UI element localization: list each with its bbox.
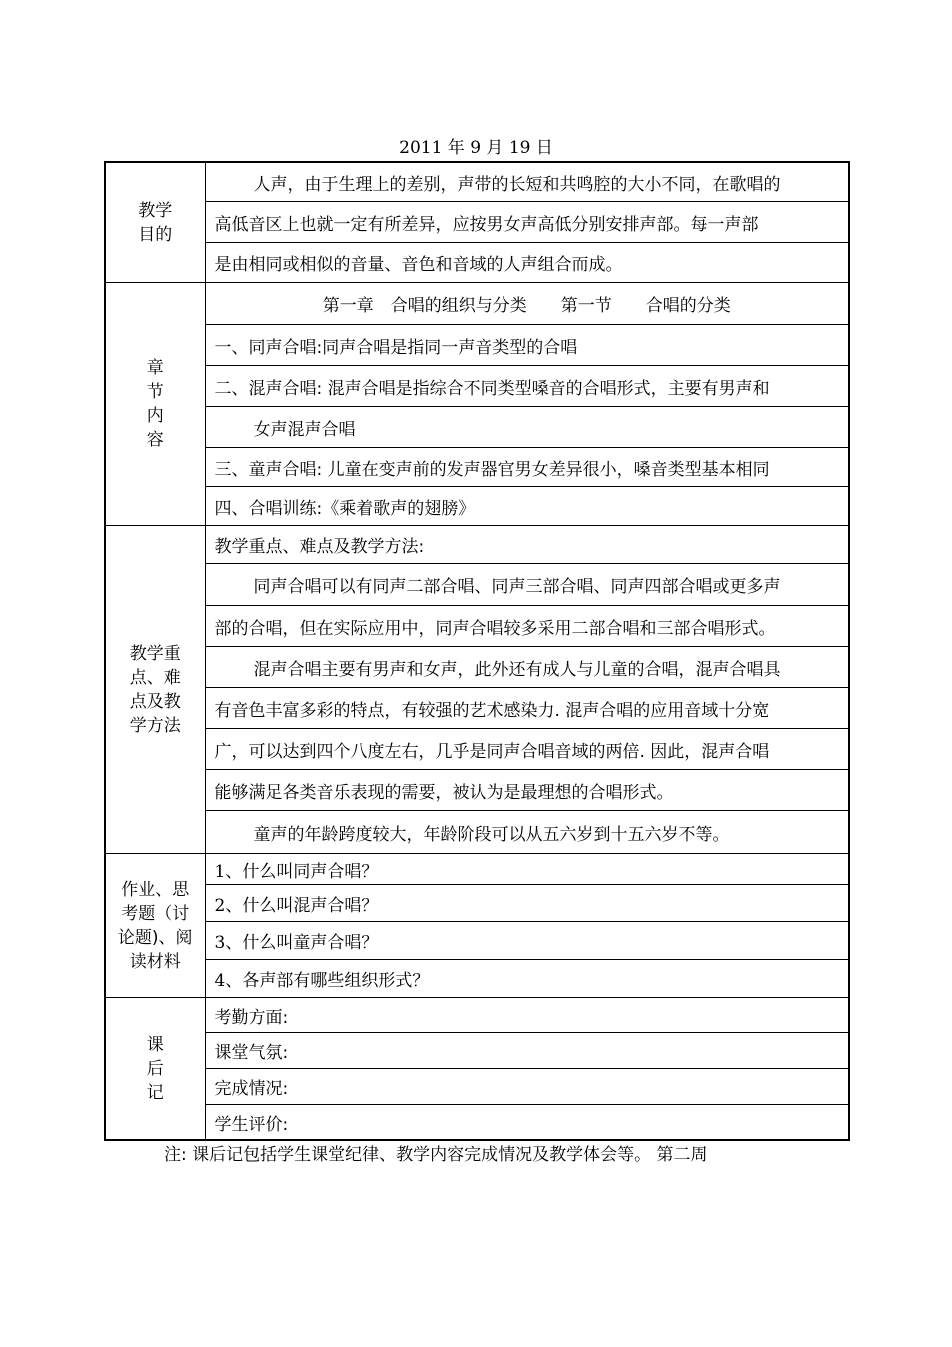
lesson-plan-table <box>104 161 850 1141</box>
objectives-label-line: 教学 <box>138 200 173 221</box>
chapter-line: 女声混声合唱 <box>253 419 356 440</box>
key-points-line: 能够满足各类音乐表现的需要，被认为是最理想的合唱形式。 <box>214 782 674 803</box>
after-class-row <box>105 998 849 1033</box>
objectives-line: 高低音区上也就一定有所差异，应按男女声高低分别安排声部。每一声部 <box>214 214 759 235</box>
key-points-label-line: 点、难 <box>129 667 181 688</box>
chapter-line: 二、混声合唱: 混声合唱是指综合不同类型嗓音的合唱形式，主要有男声和 <box>214 378 770 399</box>
homework-label-line: 论题)、阅 <box>117 927 193 948</box>
key-points-label <box>105 526 205 854</box>
after-class-item: 考勤方面: <box>214 1007 289 1028</box>
key-points-label-line: 学方法 <box>129 715 181 736</box>
chapter-line: 一、同声合唱:同声合唱是指同一声音类型的合唱 <box>214 337 578 358</box>
objectives-line: 是由相同或相似的音量、音色和音域的人声组合而成。 <box>214 255 623 275</box>
homework-label-line: 读材料 <box>129 951 181 972</box>
key-points-line: 有音色丰富多彩的特点，有较强的艺术感染力. 混声合唱的应用音域十分宽 <box>214 700 770 721</box>
key-points-line: 广，可以达到四个八度左右，几乎是同声合唱音域的两倍. 因此，混声合唱 <box>214 741 770 762</box>
key-points-label-line: 点及教 <box>129 691 181 712</box>
chapter-line: 四、合唱训练:《乘着歌声的翅膀》 <box>214 498 476 519</box>
chapter-title: 第一章 合唱的组织与分类 第一节 合唱的分类 <box>322 296 731 316</box>
key-points-line: 同声合唱可以有同声二部合唱、同声三部合唱、同声四部合唱或更多声 <box>253 577 781 597</box>
after-class-item: 学生评价: <box>214 1114 289 1135</box>
chapter-label-line: 节 <box>146 382 164 402</box>
objectives-row <box>105 162 849 202</box>
chapter-label-line: 章 <box>146 358 164 378</box>
homework-label <box>105 854 205 998</box>
key-points-heading: 教学重点、难点及教学方法: <box>214 537 425 557</box>
homework-label-line: 作业、思 <box>121 879 190 900</box>
chapter-line: 三、童声合唱: 儿童在变声前的发声器官男女差异很小，嗓音类型基本相同 <box>214 459 770 480</box>
homework-item: 2、什么叫混声合唱？ <box>214 895 379 916</box>
homework-item: 3、什么叫童声合唱？ <box>214 933 379 953</box>
key-points-label-line: 教学重 <box>129 643 181 664</box>
chapter-label <box>105 283 205 526</box>
homework-row <box>105 854 849 885</box>
after-class-label-line: 后 <box>146 1058 164 1079</box>
chapter-label-line: 内 <box>146 406 164 426</box>
after-class-item: 完成情况: <box>214 1079 289 1099</box>
homework-item: 1、什么叫同声合唱？ <box>214 861 379 882</box>
homework-label-line: 考题（讨 <box>121 903 190 924</box>
after-class-label-line: 课 <box>146 1034 164 1055</box>
footnote: 注: 课后记包括学生课堂纪律、教学内容完成情况及教学体会等。 第二周 <box>164 1145 708 1165</box>
key-points-line: 部的合唱，但在实际应用中，同声合唱较多采用二部合唱和三部合唱形式。 <box>214 618 776 639</box>
homework-item: 4、各声部有哪些组织形式？ <box>214 971 430 991</box>
objectives-line: 人声，由于生理上的差别，声带的长短和共鸣腔的大小不同，在歌唱的 <box>253 174 781 195</box>
objectives-label <box>105 162 205 283</box>
document-date: 2011 年 9 月 19 日 <box>399 138 553 158</box>
key-points-line: 童声的年龄跨度较大，年龄阶段可以从五六岁到十五六岁不等。 <box>253 824 730 845</box>
chapter-label-line: 容 <box>146 430 164 450</box>
after-class-item: 课堂气氛: <box>214 1043 289 1063</box>
after-class-label <box>105 998 205 1141</box>
chapter-row <box>105 283 849 325</box>
key-points-row <box>105 526 849 564</box>
key-points-line: 混声合唱主要有男声和女声，此外还有成人与儿童的合唱，混声合唱具 <box>253 659 781 680</box>
objectives-label-line: 目的 <box>138 224 173 245</box>
after-class-label-line: 记 <box>146 1082 164 1103</box>
